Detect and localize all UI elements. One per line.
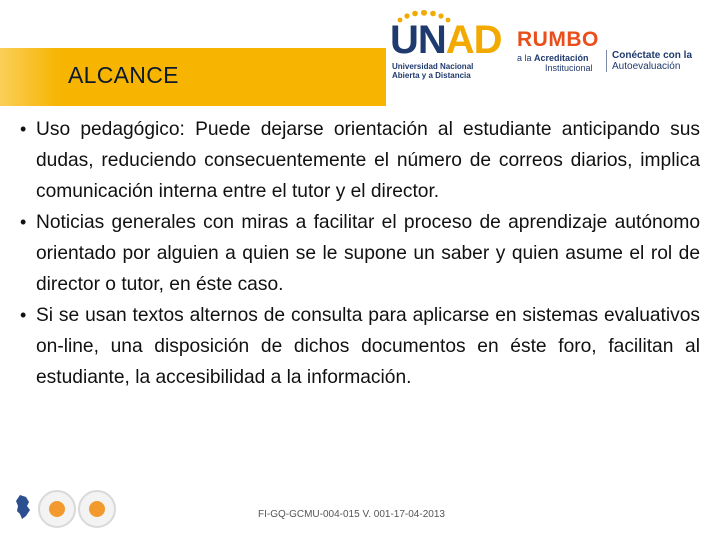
icontec-seal-icon bbox=[38, 490, 76, 528]
bullet-list bbox=[20, 114, 700, 393]
conectate-logo: Conéctate con la Autoevaluación bbox=[612, 50, 693, 72]
bullet-dot: • bbox=[20, 119, 27, 139]
rumbo-wordmark: RUMBO bbox=[517, 28, 599, 51]
certification-seals bbox=[12, 490, 132, 534]
bullet-item bbox=[20, 114, 700, 207]
rumbo-subtitle-2: Institucional bbox=[545, 63, 593, 73]
bullet-dot: • bbox=[20, 212, 27, 232]
bullet-item bbox=[20, 207, 700, 300]
bullet-item bbox=[20, 300, 700, 393]
iqnet-seal-icon bbox=[78, 490, 116, 528]
logo-divider bbox=[606, 50, 607, 72]
bullet-text: Uso pedagógico: Puede dejarse orientación al estudiante anticipando sus dudas, reduciendo consecuentemente el número de correos diarios, implica comunicación interna entre el tutor y el director. bbox=[36, 119, 700, 202]
unad-subtitle: Universidad Nacional Abierta y a Distancia bbox=[392, 62, 474, 80]
unad-logo bbox=[386, 8, 502, 84]
colombia-map-icon bbox=[14, 494, 32, 520]
rumbo-subtitle-1: a la Acreditación bbox=[517, 53, 589, 63]
document-code: FI-GQ-GCMU-004-015 V. 001-17-04-2013 bbox=[258, 509, 445, 520]
bullet-text: Noticias generales con miras a facilitar el proceso de aprendizaje autónomo orientado por alguien a quien se le supone un saber y quien asume el rol de director o tutor, en éste caso. bbox=[36, 212, 700, 295]
slide-title: ALCANCE bbox=[68, 62, 179, 88]
unad-wordmark: UNAD bbox=[390, 18, 502, 62]
bullet-dot: • bbox=[20, 305, 27, 325]
rumbo-logo bbox=[515, 28, 625, 78]
bullet-text: Si se usan textos alternos de consulta para aplicarse en sistemas evaluativos on-line, una disposición de dichos documentos en éste foro, facilitan al estudiante, la accesibilidad a la información. bbox=[36, 305, 700, 388]
banner-fade bbox=[0, 48, 60, 106]
